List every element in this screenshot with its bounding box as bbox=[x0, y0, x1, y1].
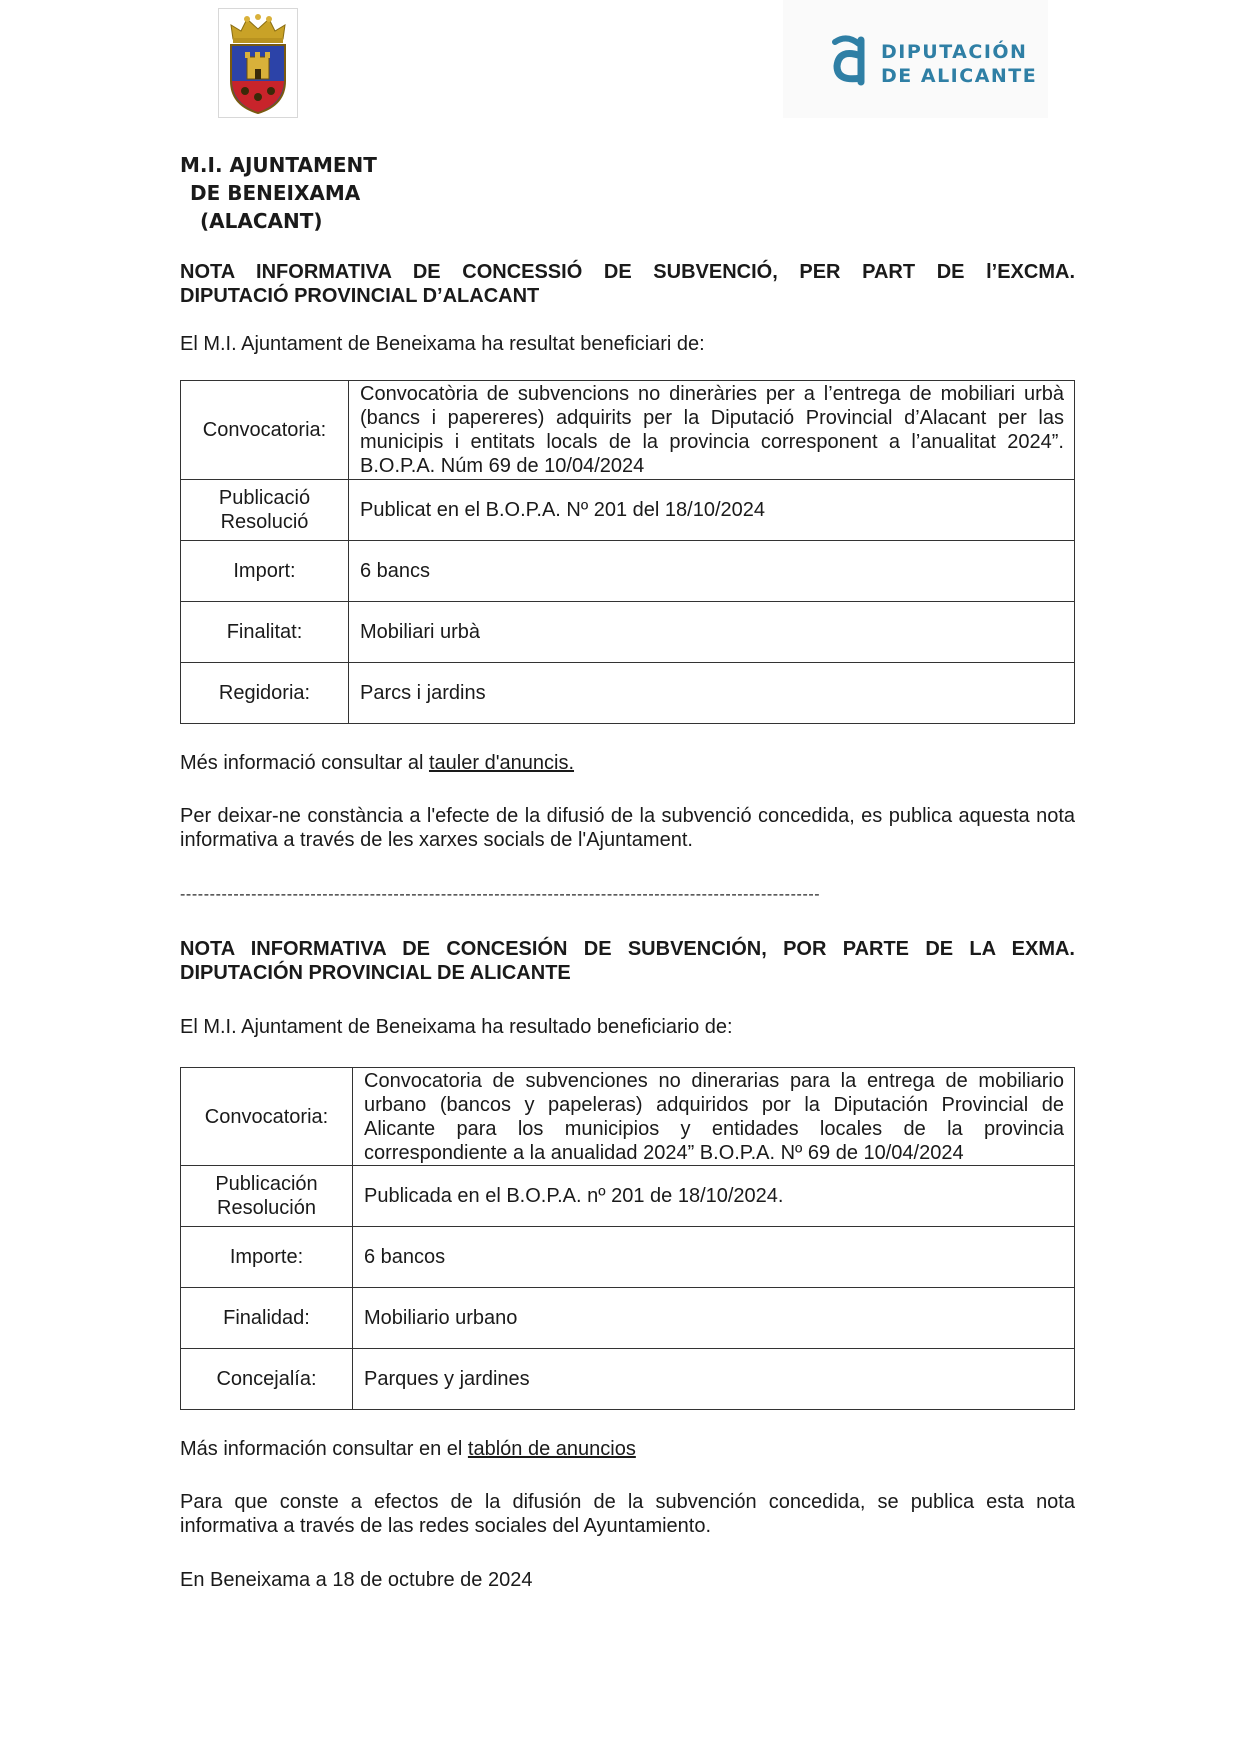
notice-board-link[interactable]: tauler d'anuncis. bbox=[428, 752, 575, 774]
valencian-intro: El M.I. Ajuntament de Beneixama ha resultat beneficiari de: bbox=[180, 333, 705, 355]
row-label: Import: bbox=[181, 541, 349, 602]
row-value: Convocatòria de subvencions no dineràries per a l’entrega de mobiliari urbà (bancs i papereres) adquirits per la Diputació Provincial d’Alacant per las municipis i entitats locals de la provincia corresponent a l’anualitat 2024”. B.O.P.A. Núm 69 de 10/04/2024 bbox=[349, 381, 1075, 480]
table-row bbox=[181, 1227, 1075, 1288]
institution-line-2: DE BENEIXAMA bbox=[190, 181, 361, 205]
brand-line-1: DIPUTACIÓN bbox=[881, 41, 1028, 63]
row-value: Parcs i jardins bbox=[349, 663, 1075, 724]
row-label: Concejalía: bbox=[181, 1349, 353, 1410]
row-label: Importe: bbox=[181, 1227, 353, 1288]
section-separator: ------------------------------------------------------------------------------------------------------------ bbox=[180, 886, 821, 903]
more-info-text: Més informació consultar al bbox=[180, 752, 429, 774]
institution-line-1: M.I. AJUNTAMENT bbox=[180, 153, 377, 177]
valencian-more-info bbox=[180, 751, 1075, 775]
spanish-closing: Para que conste a efectos de la difusión de la subvención concedida, se publica esta nota informativa a través de las redes sociales del Ayuntamiento. bbox=[180, 1491, 1075, 1537]
valencian-closing: Per deixar-ne constància a l'efecte de la difusió de la subvenció concedida, es publica aquesta nota informativa a través de les xarxes socials de l'Ajuntament. bbox=[180, 805, 1075, 851]
spanish-title-line-1: NOTA INFORMATIVA DE CONCESIÓN DE SUBVENCIÓN, POR PARTE DE LA EXMA. bbox=[180, 938, 1075, 960]
table-row bbox=[181, 663, 1075, 724]
table-row bbox=[181, 381, 1075, 480]
more-info-text: Más información consultar en el bbox=[180, 1438, 468, 1460]
spanish-intro: El M.I. Ajuntament de Beneixama ha resultado beneficiario de: bbox=[180, 1016, 733, 1038]
diputacion-a-icon bbox=[831, 34, 875, 88]
table-row bbox=[181, 1166, 1075, 1227]
row-value: Parques y jardines bbox=[353, 1349, 1075, 1410]
row-value: 6 bancs bbox=[349, 541, 1075, 602]
row-value: 6 bancos bbox=[353, 1227, 1075, 1288]
row-label: Finalitat: bbox=[181, 602, 349, 663]
valencian-info-table bbox=[180, 380, 1075, 724]
table-row bbox=[181, 480, 1075, 541]
valencian-title-line-1: NOTA INFORMATIVA DE CONCESSIÓ DE SUBVENCIÓ, PER PART DE l’EXCMA. bbox=[180, 261, 1075, 283]
valencian-title bbox=[180, 260, 1075, 308]
row-label: Convocatoria: bbox=[181, 381, 349, 480]
row-value: Mobiliario urbano bbox=[353, 1288, 1075, 1349]
row-label: Regidoria: bbox=[181, 663, 349, 724]
row-value: Publicada en el B.O.P.A. nº 201 de 18/10/2024. bbox=[353, 1166, 1075, 1227]
date-line: En Beneixama a 18 de octubre de 2024 bbox=[180, 1569, 533, 1591]
crest-icon bbox=[219, 9, 297, 117]
institution-line-3: (ALACANT) bbox=[200, 209, 323, 233]
row-value: Publicat en el B.O.P.A. Nº 201 del 18/10/2024 bbox=[349, 480, 1075, 541]
row-label: Convocatoria: bbox=[181, 1068, 353, 1166]
table-row bbox=[181, 1068, 1075, 1166]
row-value: Convocatoria de subvenciones no dinerarias para la entrega de mobiliario urbano (bancos y papeleras) adquiridos por la Diputación Provincial de Alicante para los municipios y entidades locales de la provincia correspondiente a la anualidad 2024” B.O.P.A. Nº 69 de 10/04/2024 bbox=[353, 1068, 1075, 1166]
spanish-info-table bbox=[180, 1067, 1075, 1410]
table-row bbox=[181, 1288, 1075, 1349]
spanish-title-line-2: DIPUTACIÓN PROVINCIAL DE ALICANTE bbox=[180, 962, 571, 984]
row-label: Publicación Resolución bbox=[181, 1166, 353, 1227]
row-label: Finalidad: bbox=[181, 1288, 353, 1349]
spanish-more-info bbox=[180, 1437, 1075, 1461]
brand-line-2: DE ALICANTE bbox=[881, 65, 1038, 87]
table-row bbox=[181, 602, 1075, 663]
row-label: Publicació Resolució bbox=[181, 480, 349, 541]
institution-block bbox=[180, 151, 377, 235]
table-row bbox=[181, 541, 1075, 602]
notice-board-link[interactable]: tablón de anuncios bbox=[467, 1438, 636, 1460]
municipal-crest bbox=[218, 8, 298, 118]
valencian-title-line-2: DIPUTACIÓ PROVINCIAL D’ALACANT bbox=[180, 285, 540, 307]
spanish-title bbox=[180, 937, 1075, 985]
diputacion-logo bbox=[783, 0, 1048, 118]
row-value: Mobiliari urbà bbox=[349, 602, 1075, 663]
table-row bbox=[181, 1349, 1075, 1410]
